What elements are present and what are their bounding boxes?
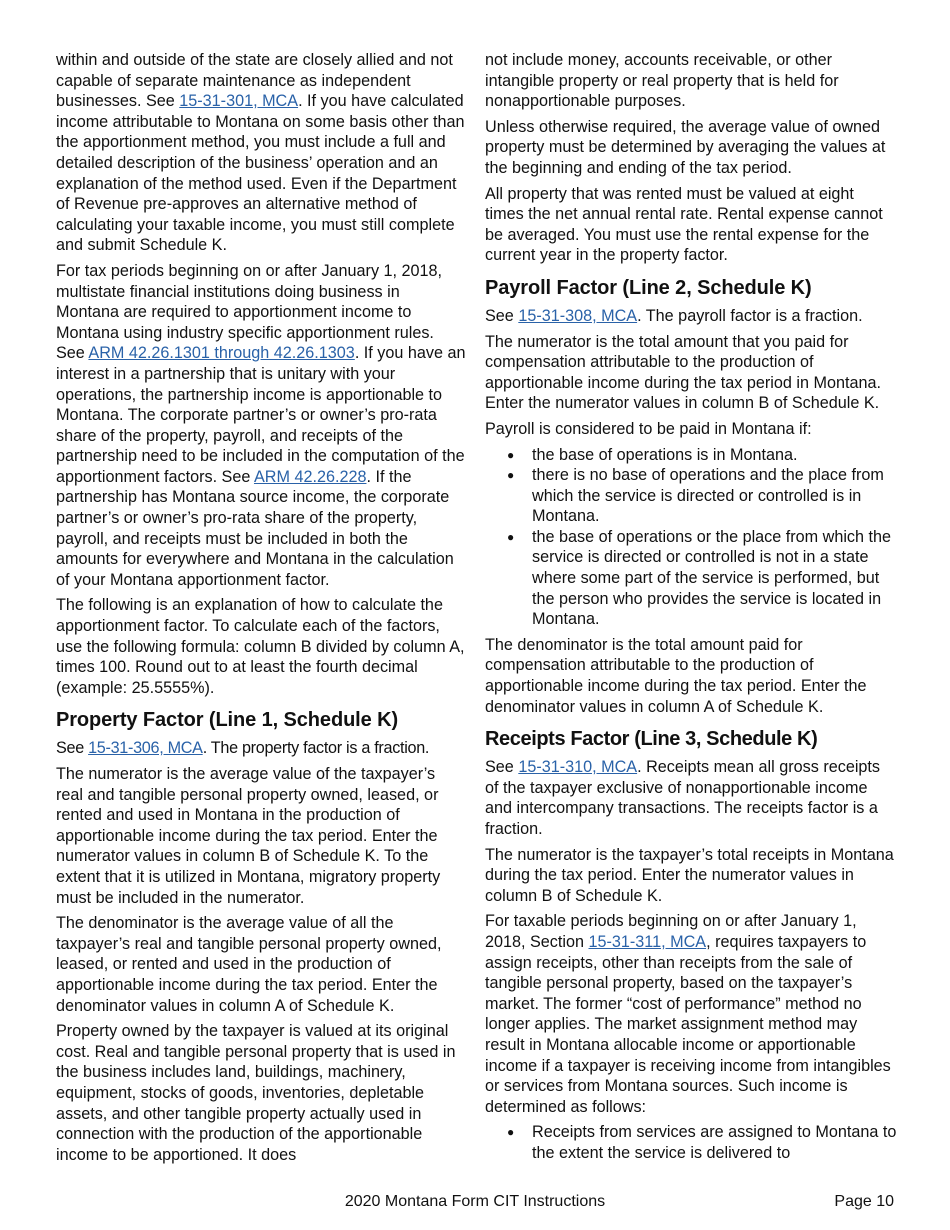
paragraph: The denominator is the total amount paid for compensation attributable to the production of apportionable income during the tax period. Enter the denominator values in column A of Schedule K. — [485, 635, 867, 716]
paragraph: All property that was rented must be valued at eight times the net annual rental rate. Rental expense cannot be averaged. You must use the rental expense for the current year in the property factor. — [485, 184, 883, 265]
text: , requires taxpayers to assign receipts, other than receipts from the sale of tangible personal property, based on the taxpayer’s market. The former “cost of performance” method no longer applies. The market assignment method may result in Montana allocable income or apportionable income if a taxpayer is receiving income from intangibles or services from Montana sources. Such income is determined as follows: — [485, 932, 891, 1116]
payroll-factor-heading: Payroll Factor (Line 2, Schedule K) — [485, 276, 812, 299]
paragraph — [485, 757, 897, 839]
page-number: Page 10 — [834, 1193, 894, 1210]
paragraph: The numerator is the average value of the taxpayer’s real and tangible personal property owned, leased, or rented and used in Montana in the production of apportionable income during the tax period. Enter the numerator values in column B of Schedule K. To the extent that it is utilized in Montana, migratory property must be included in the numerator. — [56, 765, 441, 907]
text: . The payroll factor is a fraction. — [637, 306, 863, 325]
text: within and outside of the state are closely allied and not capable of separate maintenance as independent businesses. See — [56, 51, 453, 111]
statute-link-15-31-308[interactable]: 15-31-308, MCA — [518, 306, 638, 325]
text: . Receipts mean all gross receipts of the taxpayer exclusive of nonapportionable income and intercompany transactions. The receipts factor is a fraction. — [485, 758, 881, 838]
text: For taxable periods beginning on or after January 1, 2018, Section — [485, 912, 857, 951]
arm-link-42-26-1301[interactable]: ARM 42.26.1301 through 42.26.1303 — [88, 344, 355, 363]
payroll-bullet-list — [485, 445, 897, 630]
text: . If the partnership has Montana source income, the corporate partner’s or owner’s pro-rata share of the property, payroll, and receipts must be included in both the amounts for everywhere and Montana in the calculation of your Montana apportionment factor. — [56, 467, 454, 589]
list-item: ● there is no base of operations and the place from which the service is directed or controlled is in Montana. — [485, 465, 897, 527]
list-item: ● the base of operations is in Montana. — [485, 445, 897, 466]
arm-link-42-26-228[interactable]: ARM 42.26.228 — [253, 467, 367, 486]
paragraph — [485, 306, 897, 327]
property-factor-heading: Property Factor (Line 1, Schedule K) — [56, 709, 399, 732]
statute-link-15-31-301[interactable]: 15-31-301, MCA — [179, 92, 299, 111]
paragraph: The numerator is the total amount that you paid for compensation attributable to the production of apportionable income during the tax period in Montana. Enter the numerator values in column B of Schedule K. — [485, 332, 881, 413]
left-column — [56, 50, 466, 1170]
paragraph — [56, 261, 466, 591]
text: See — [485, 758, 519, 777]
paragraph: Property owned by the taxpayer is valued at its original cost. Real and tangible personal property that is used in the business includes land, buildings, machinery, equipment, stocks of goods, inventories, depletable assets, and other tangible property actually used in connection with the production of the apportionable income to be apportioned. It does — [56, 1022, 456, 1164]
paragraph: Unless otherwise required, the average value of owned property must be determined by averaging the values at the beginning and ending of the tax period. — [485, 117, 886, 177]
right-column — [485, 50, 897, 1169]
statute-link-15-31-311[interactable]: 15-31-311, MCA — [588, 932, 707, 951]
text: See — [485, 306, 519, 325]
paragraph: Payroll is considered to be paid in Montana if: — [485, 419, 812, 438]
paragraph: The numerator is the taxpayer’s total receipts in Montana during the tax period. Enter the numerator values in column B of Schedule K. — [485, 845, 894, 905]
list-item: ● Receipts from services are assigned to Montana to the extent the service is delivered to — [485, 1122, 897, 1163]
statute-link-15-31-310[interactable]: 15-31-310, MCA — [518, 758, 638, 777]
text: See — [56, 739, 89, 758]
paragraph: not include money, accounts receivable, or other intangible property or real property that is held for nonapportionable purposes. — [485, 51, 839, 111]
text: . The property factor is a fraction. — [202, 739, 430, 758]
text: . If you have an interest in a partnership that is unitary with your operations, the partnership income is apportionable to Montana. The corporate partner’s or owner’s pro-rata share of the property, payroll, and receipts of the partnership need to be included in the computation of the apportionment factors. See — [56, 344, 466, 486]
text: For tax periods beginning on or after January 1, 2018, multistate financial institutions doing business in Montana are required to apportionment income to Montana using industry specific apportionment rules. See — [56, 261, 443, 363]
paragraph — [56, 738, 466, 759]
list-item: ● the base of operations or the place from which the service is directed or controlled is not in a state where some part of the service is performed, but the person who provides the service is located in Montana. — [485, 527, 897, 630]
footer-title: 2020 Montana Form CIT Instructions — [344, 1193, 606, 1210]
paragraph: The denominator is the average value of all the taxpayer’s real and tangible personal property owned, leased, or rented and used in the production of apportionable income during the tax period. Enter the denominator values in column A of Schedule K. — [56, 914, 442, 1015]
paragraph: The following is an explanation of how to calculate the apportionment factor. To calculate each of the factors, use the following formula: column B divided by column A, times 100. Round out to at least the fourth decimal (example: 25.5555%). — [56, 596, 465, 697]
statute-link-15-31-306[interactable]: 15-31-306, MCA — [88, 739, 203, 758]
text: . If you have calculated income attributable to Montana on some basis other than the apportionment method, you must include a full and detailed description of the business’ operation and an explanation of the method used. Even if the Department of Revenue pre-approves an alternative method of calculating your taxable income, you must still complete and submit Schedule K. — [56, 92, 465, 255]
paragraph — [56, 50, 466, 256]
paragraph — [485, 911, 897, 1117]
receipts-factor-heading: Receipts Factor (Line 3, Schedule K) — [485, 728, 818, 751]
receipts-bullet-list — [485, 1122, 897, 1163]
